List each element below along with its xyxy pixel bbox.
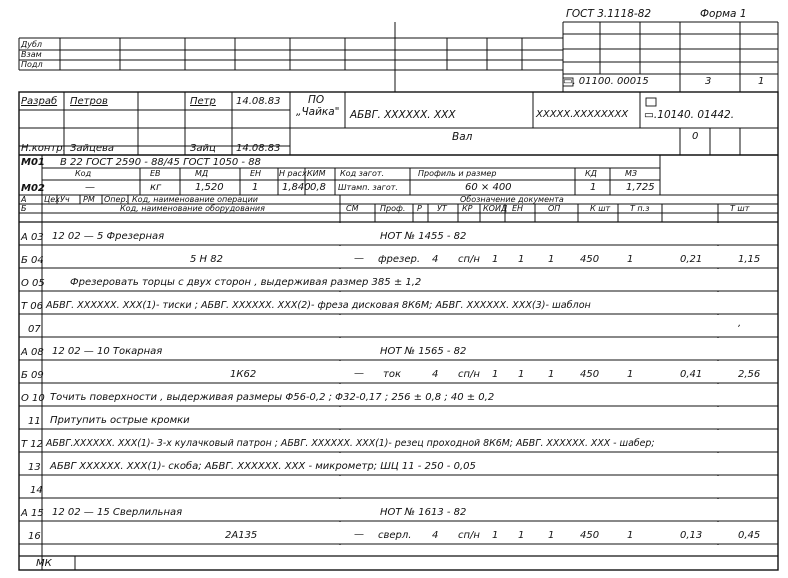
row-text: АБВГ.XXXXXX. XXX(1)- 3-х кулачковый патрон ; АБВГ. XXXXXX. XXX(1)- резец проходной 8К6М; АБВГ. XXXXXX. XXX - шабер; <box>46 438 655 449</box>
row-tail: 1 <box>627 254 634 265</box>
row-tail: 450 <box>580 369 600 380</box>
signature-role: Разраб <box>21 96 58 107</box>
material: В 22 ГОСТ 2590 - 88/45 ГОСТ 1050 - 88 <box>60 157 261 168</box>
signature-sign: Петр <box>190 96 216 107</box>
row-code: 16 <box>28 531 41 542</box>
row-code: Т 06 <box>21 301 44 312</box>
m02-value: 1 <box>590 182 597 193</box>
form-number: Форма 1 <box>700 8 747 20</box>
row-tail: сп/н <box>458 530 480 541</box>
row-tail: — <box>354 529 364 540</box>
signature-date: 14.08.83 <box>236 143 281 154</box>
row-doc: НОТ № 1613 - 82 <box>380 507 467 518</box>
row-doc: НОТ № 1455 - 82 <box>380 231 467 242</box>
head-b-col: Код, наименование оборудования <box>120 204 265 213</box>
m02-value: 1,725 <box>626 182 655 193</box>
head-b-col: Т п.з <box>630 204 650 213</box>
row-tail: 450 <box>580 254 600 265</box>
part-name: Вал <box>452 131 473 143</box>
m02-value: 1,520 <box>195 182 224 193</box>
row-text: 12 02 — 5 Фрезерная <box>52 231 165 242</box>
row-tail: 1 <box>518 254 525 265</box>
row-tail: 1 <box>492 369 499 380</box>
row-text: 12 02 — 10 Токарная <box>52 346 163 357</box>
row-text: Притупить острые кромки <box>50 415 190 426</box>
m02-value: 60 × 400 <box>465 182 512 193</box>
m02-value: кг <box>150 182 162 193</box>
row-doc: НОТ № 1565 - 82 <box>380 346 467 357</box>
row-tail: 1 <box>518 369 525 380</box>
row-code: Б 04 <box>21 255 44 266</box>
m02-value: 1 <box>252 182 259 193</box>
row-tail: 1 <box>492 254 499 265</box>
row-tail: 1 <box>492 530 499 541</box>
row-tail: фрезер. <box>378 254 421 265</box>
row-tail: 4 <box>432 530 439 541</box>
row-text: 12 02 — 15 Сверлильная <box>52 507 183 518</box>
row-tail: 450 <box>580 530 600 541</box>
row-code: 14 <box>30 485 43 496</box>
head-b-col: КОИД <box>483 204 508 213</box>
row-text: Точить поверхности , выдерживая размеры Φ56-0,2 ; Φ32-0,17 ; 256 ± 0,8 ; 40 ± 0,2 <box>50 392 495 403</box>
signature-date: 14.08.83 <box>236 96 281 107</box>
footer-code: МК <box>36 558 52 569</box>
m01-header: ЕН <box>250 169 262 178</box>
m01-header: КД <box>585 169 597 178</box>
head-b-col: Проф. <box>380 204 406 213</box>
row-tail: 0,13 <box>680 530 703 541</box>
org-line1: ПО <box>308 94 325 106</box>
row-tail: сверл. <box>378 530 412 541</box>
head-b-col: УТ <box>437 204 447 213</box>
head-a-col: Обозначение документа <box>460 195 564 204</box>
letter: 0 <box>692 131 699 142</box>
row-code-b-head: Б <box>21 204 27 213</box>
m02-value: 0,8 <box>310 182 326 193</box>
row-text: АБВГ. XXXXXX. XXX(1)- тиски ; АБВГ. XXXXXX. XXX(2)- фреза дисковая 8К6М; АБВГ. XXXXXX. XXX(3)- шаблон <box>46 300 591 311</box>
signature-role: Н.контр. <box>21 143 66 154</box>
head-a-col: Цех <box>44 195 60 204</box>
sheet-count: 3 <box>705 76 712 87</box>
row-code-a-head: А <box>21 195 27 204</box>
row-tail: 1,15 <box>738 254 761 265</box>
head-b-col: Р <box>417 204 422 213</box>
row-text: АБВГ XXXXXX. XXX(1)- скоба; АБВГ. XXXXXX. XXX - микрометр; ШЦ 11 - 250 - 0,05 <box>50 461 476 472</box>
row-tail: 4 <box>432 369 439 380</box>
document-code: ▭. 01100. 00015 <box>563 76 649 87</box>
row-text: , <box>738 318 742 329</box>
head-b-col: ЕН <box>512 204 524 213</box>
m01-header: Профиль и размер <box>418 169 497 178</box>
head-b-col: ОП <box>548 204 561 213</box>
sidebar-row-podl: Подл <box>21 60 43 69</box>
row-code: 11 <box>28 416 41 427</box>
m02-value: 1,840 <box>282 182 311 193</box>
row-text: 2А135 <box>225 530 258 541</box>
head-a-col: РМ <box>83 195 95 204</box>
m01-header: Код <box>75 169 92 178</box>
head-a-col: Опер. <box>104 195 129 204</box>
m01-header: КИМ <box>307 169 326 178</box>
designation: АБВГ. XXXXXX. XXX <box>350 109 456 121</box>
head-b-col: СМ <box>346 204 359 213</box>
row-tail: 1 <box>627 530 634 541</box>
m01-header: МЗ <box>625 169 638 178</box>
m01-header: Код загот. <box>340 169 385 178</box>
designation-x: XXXXX.XXXXXXXX <box>536 109 629 120</box>
row-tail: 1 <box>627 369 634 380</box>
org-line2: „Чайка" <box>296 106 340 118</box>
row-code-m02: М02 <box>21 183 45 194</box>
row-tail: 2,56 <box>738 369 761 380</box>
row-text: 1К62 <box>230 369 257 380</box>
signature-name: Петров <box>70 96 108 107</box>
head-b-col: К шт <box>590 204 611 213</box>
standard-label: ГОСТ 3.1118-82 <box>566 8 652 20</box>
head-a-col: Уч <box>60 195 70 204</box>
m01-header: ЕВ <box>150 169 161 178</box>
sheet-number: 1 <box>758 76 765 87</box>
row-code: 13 <box>28 462 41 473</box>
designation-code: ▭.10140. 01442. <box>644 109 735 121</box>
row-code-m01: М01 <box>21 157 45 168</box>
m01-header: Н расх. <box>279 169 310 178</box>
sidebar-row-vzam: Взам <box>21 50 42 59</box>
row-code: О 10 <box>21 393 45 404</box>
row-text: 5 Н 82 <box>190 254 223 265</box>
row-tail: сп/н <box>458 369 480 380</box>
head-a-col: Код, наименование операции <box>132 195 258 204</box>
row-tail: — <box>354 368 364 379</box>
row-tail: 0,41 <box>680 369 703 380</box>
row-tail: ток <box>383 369 401 380</box>
head-b-col: Т шт <box>730 204 750 213</box>
signature-sign: Зайц <box>190 143 216 154</box>
row-tail: — <box>354 253 364 264</box>
row-code: О 05 <box>21 278 45 289</box>
m01-header: МД <box>195 169 209 178</box>
row-code: Т 12 <box>21 439 44 450</box>
row-tail: 0,45 <box>738 530 761 541</box>
row-code: А 15 <box>21 508 44 519</box>
row-code: Б 09 <box>21 370 44 381</box>
row-code: 07 <box>28 324 41 335</box>
signature-name: Зайцева <box>70 143 115 154</box>
row-text: Фрезеровать торцы с двух сторон , выдерживая размер 385 ± 1,2 <box>70 277 422 288</box>
row-tail: 4 <box>432 254 439 265</box>
row-tail: 1 <box>548 530 555 541</box>
m02-value: Штамп. загот. <box>338 183 398 192</box>
row-tail: 1 <box>518 530 525 541</box>
row-tail: 0,21 <box>680 254 703 265</box>
head-b-col: КР <box>462 204 473 213</box>
m02-value: — <box>85 182 95 193</box>
row-code: А 03 <box>21 232 44 243</box>
row-tail: 1 <box>548 254 555 265</box>
row-tail: сп/н <box>458 254 480 265</box>
row-code: А 08 <box>21 347 44 358</box>
row-tail: 1 <box>548 369 555 380</box>
sidebar-row-dubl: Дубл <box>21 40 43 49</box>
